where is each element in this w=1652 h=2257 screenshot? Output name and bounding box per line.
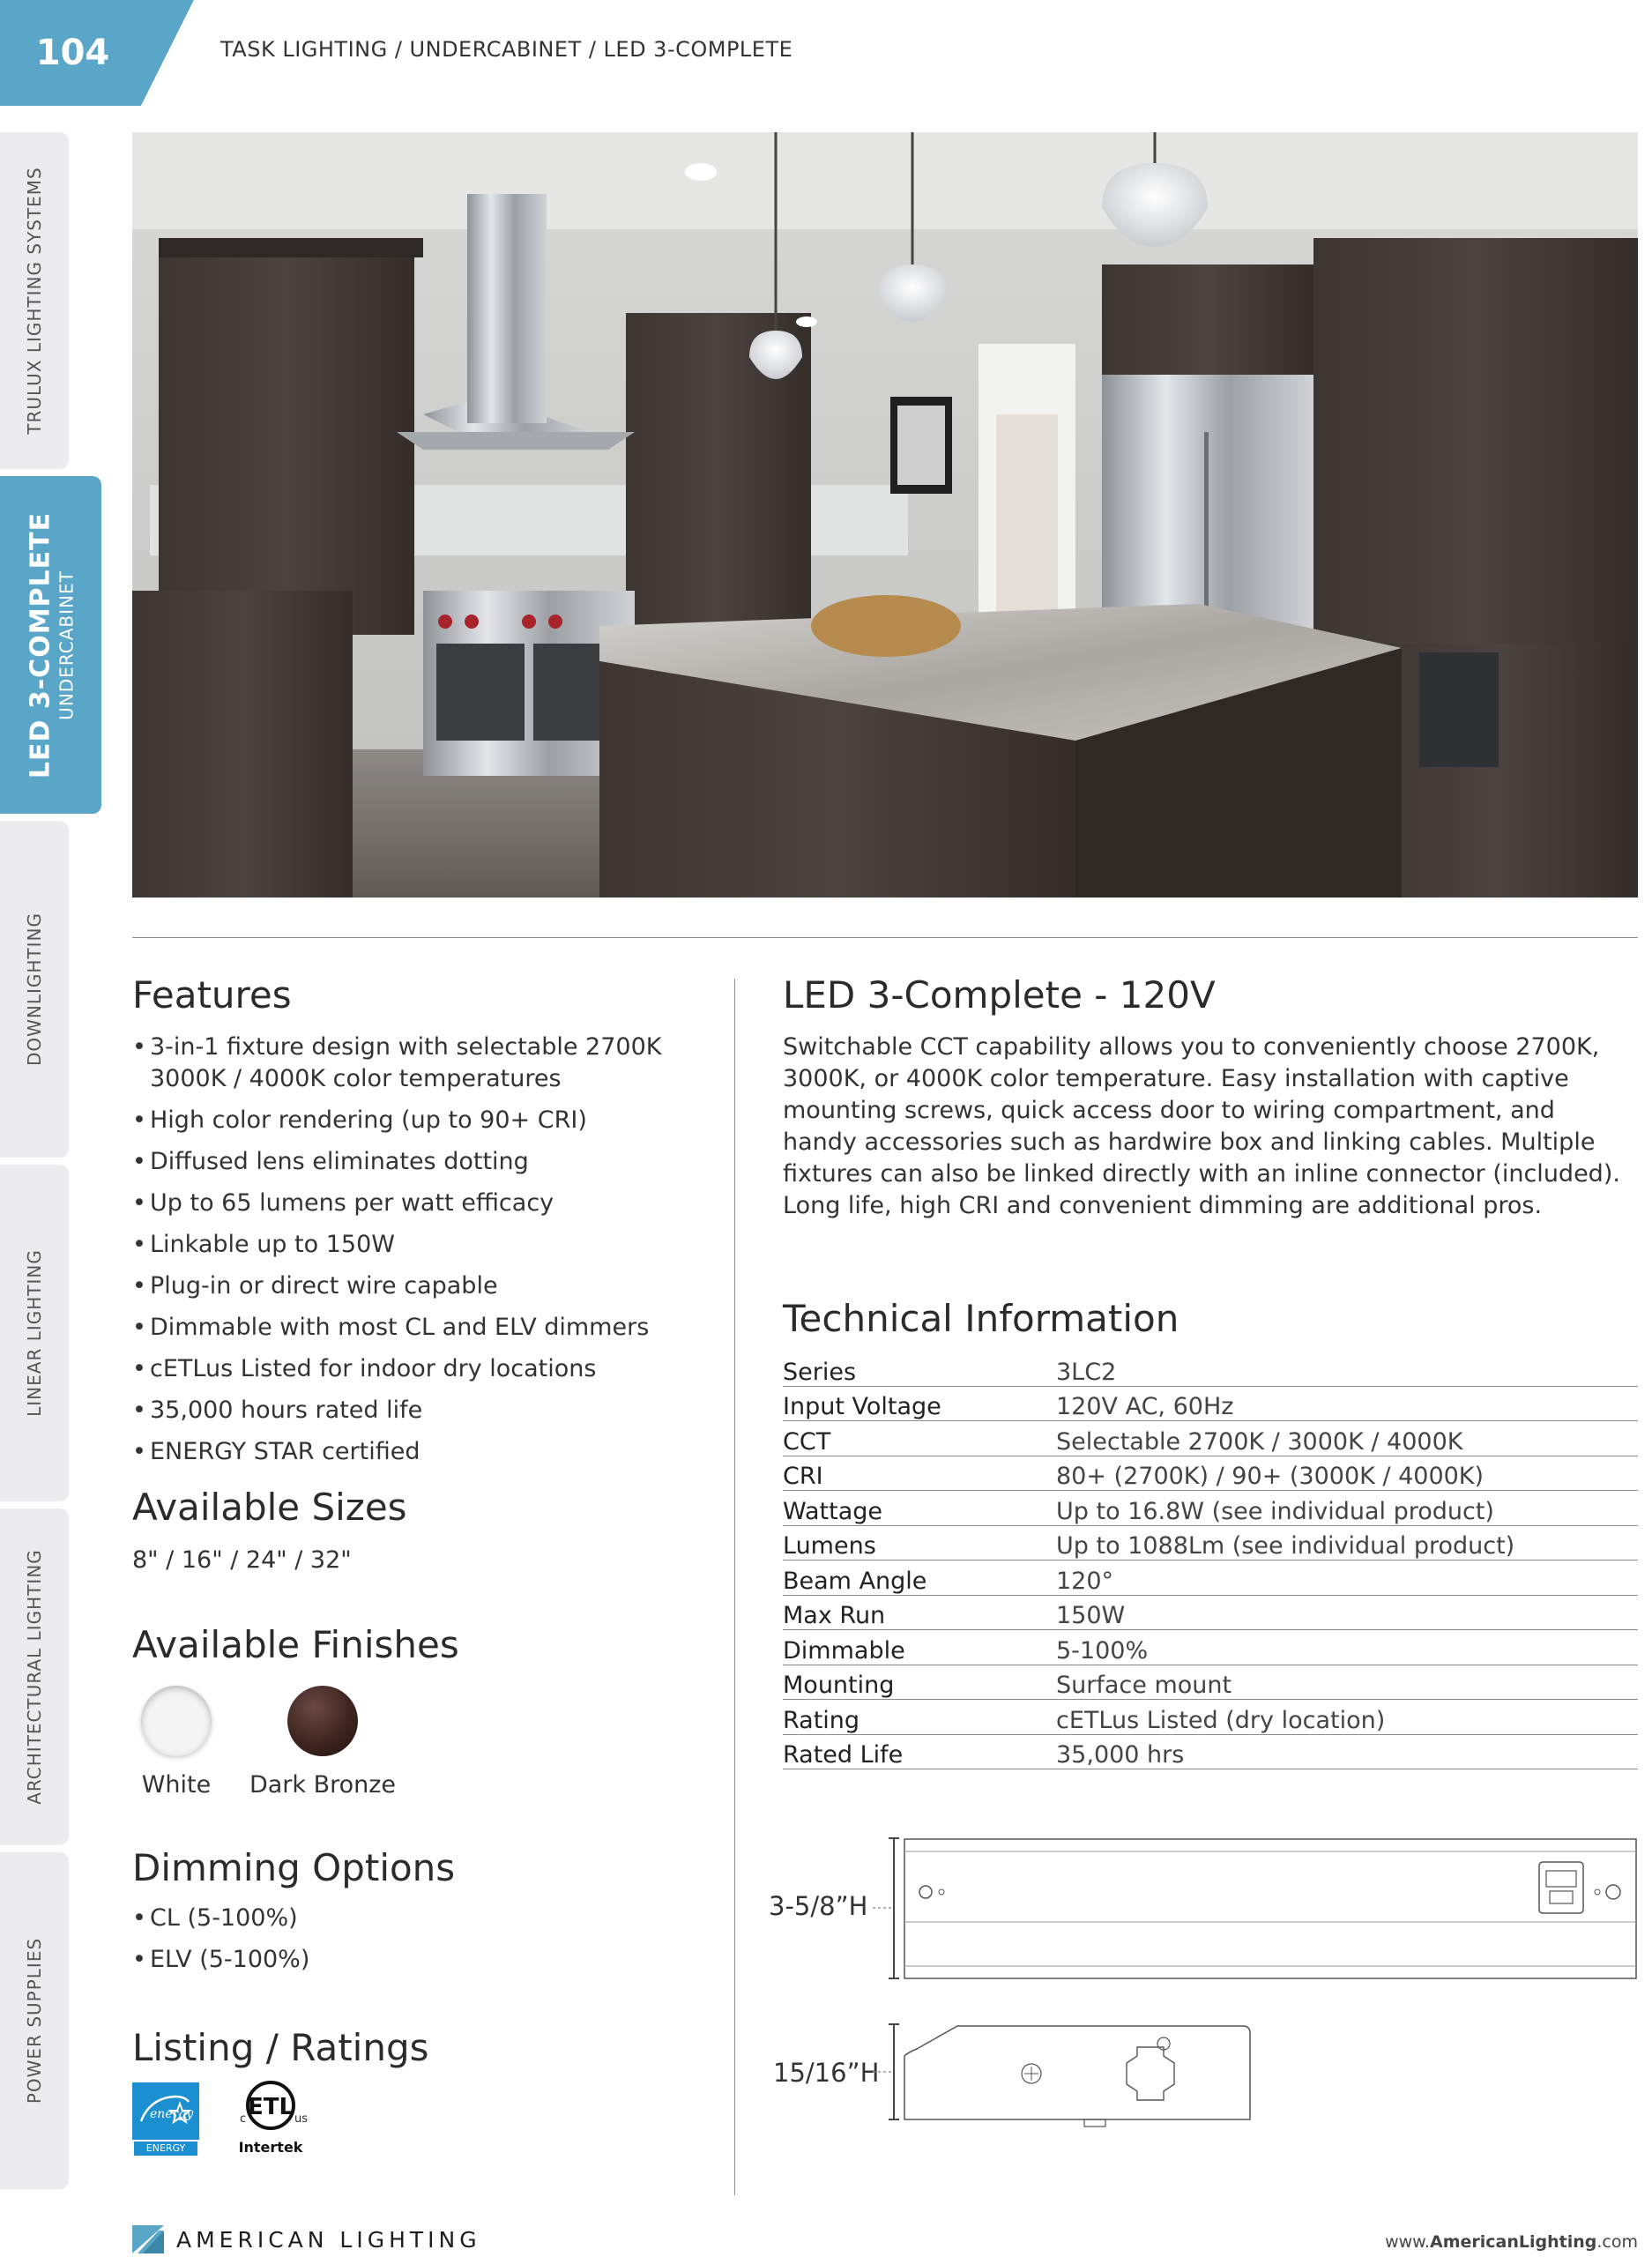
american-lighting-logo-icon [132, 2225, 164, 2253]
table-row [783, 1386, 1638, 1421]
spec-key: CCT [783, 1421, 1056, 1456]
list-item: • ELV (5-100%) [132, 1944, 696, 1976]
energy-star-logo [132, 2082, 199, 2168]
table-row [783, 1665, 1638, 1700]
kitchen-hero-image [132, 132, 1638, 898]
side-tab-label: LED 3-COMPLETE [25, 511, 56, 778]
spec-value: 5-100% [1056, 1630, 1638, 1665]
sizes-title: Available Sizes [132, 1486, 407, 1529]
side-tab-label-group [25, 511, 77, 778]
spec-key: Rating [783, 1700, 1056, 1735]
spec-key: Lumens [783, 1525, 1056, 1561]
fixture-front-drawing [873, 1834, 1638, 1984]
spec-key: Mounting [783, 1665, 1056, 1700]
side-tab-downlighting[interactable] [0, 821, 69, 1158]
svg-text:energy: energy [150, 2107, 194, 2121]
list-item: • Dimmable with most CL and ELV dimmers [132, 1312, 696, 1344]
spec-key: Input Voltage [783, 1386, 1056, 1421]
sizes-value: 8" / 16" / 24" / 32" [132, 1546, 352, 1574]
dimming-list [132, 1903, 696, 1985]
etl-us: us [294, 2112, 309, 2126]
table-row [783, 1561, 1638, 1596]
dimming-title: Dimming Options [132, 1846, 456, 1889]
list-item: • Plug-in or direct wire capable [132, 1270, 696, 1302]
features-title: Features [132, 973, 292, 1017]
spec-value: Surface mount [1056, 1665, 1638, 1700]
list-item: • 35,000 hours rated life [132, 1395, 696, 1426]
side-tab-label: ARCHITECTURAL LIGHTING [24, 1549, 45, 1805]
list-item: • Up to 65 lumens per watt efficacy [132, 1188, 696, 1219]
etl-listed-logo [231, 2077, 310, 2158]
spec-key: Dimmable [783, 1630, 1056, 1665]
tech-title: Technical Information [783, 1297, 1179, 1340]
table-row [783, 1421, 1638, 1456]
list-item: • High color rendering (up to 90+ CRI) [132, 1105, 696, 1136]
spec-key: Rated Life [783, 1734, 1056, 1769]
table-row [783, 1595, 1638, 1630]
side-height-label: 15/16”H [773, 2058, 880, 2088]
energy-star-icon [132, 2082, 199, 2135]
section-divider [132, 937, 1638, 938]
breadcrumb: TASK LIGHTING / UNDERCABINET / LED 3-COMPLETE [220, 37, 793, 62]
url-suffix: .com [1596, 2232, 1638, 2252]
table-row [783, 1630, 1638, 1665]
table-row [783, 1734, 1638, 1769]
list-item: • cETLus Listed for indoor dry locations [132, 1353, 696, 1385]
spec-value: 3LC2 [1056, 1352, 1638, 1386]
spec-value: 120V AC, 60Hz [1056, 1386, 1638, 1421]
side-tab-architectural-lighting[interactable] [0, 1508, 69, 1845]
list-item: • 3-in-1 fixture design with selectable 2700K 3000K / 4000K color temperatures [132, 1032, 696, 1095]
features-list [132, 1032, 696, 1478]
finish-label-dark-bronze: Dark Bronze [249, 1771, 397, 1799]
url-domain: AmericanLighting [1430, 2232, 1597, 2252]
table-row [783, 1456, 1638, 1491]
footer-brand: AMERICAN LIGHTING [176, 2227, 481, 2253]
side-tab-trulux[interactable] [0, 132, 69, 469]
url-prefix: www. [1385, 2232, 1431, 2252]
finish-swatch-dark-bronze[interactable] [287, 1686, 358, 1756]
side-tab-label: POWER SUPPLIES [24, 1937, 45, 2104]
list-item: • ENERGY STAR certified [132, 1436, 696, 1468]
spec-key: Series [783, 1352, 1056, 1386]
side-tab-label: DOWNLIGHTING [24, 912, 45, 1067]
product-title: LED 3-Complete - 120V [783, 973, 1216, 1017]
table-row [783, 1352, 1638, 1386]
finish-swatch-white[interactable] [141, 1686, 212, 1756]
column-divider [734, 979, 735, 2195]
page-number: 104 [35, 33, 110, 73]
side-tab-label: LINEAR LIGHTING [24, 1249, 45, 1417]
side-tab-linear-lighting[interactable] [0, 1165, 69, 1501]
spec-value: 35,000 hrs [1056, 1734, 1638, 1769]
etl-c: c [240, 2112, 247, 2126]
tech-table [783, 1352, 1638, 1769]
etl-icon [231, 2077, 310, 2139]
side-tab-sublabel: UNDERCABINET [56, 570, 77, 720]
front-height-label: 3-5/8”H [769, 1891, 868, 1921]
etl-brand: Intertek [238, 2139, 303, 2156]
side-tab-led-3-complete[interactable] [0, 476, 101, 814]
spec-value: Up to 1088Lm (see individual product) [1056, 1525, 1638, 1561]
spec-value: cETLus Listed (dry location) [1056, 1700, 1638, 1735]
footer-url[interactable] [1385, 2232, 1638, 2252]
fixture-side-drawing [873, 2021, 1254, 2135]
spec-value: Up to 16.8W (see individual product) [1056, 1491, 1638, 1526]
table-row [783, 1525, 1638, 1561]
listings-title: Listing / Ratings [132, 2026, 429, 2069]
finishes-title: Available Finishes [132, 1623, 459, 1666]
spec-value: 120° [1056, 1561, 1638, 1596]
spec-key: Beam Angle [783, 1561, 1056, 1596]
list-item: • CL (5-100%) [132, 1903, 696, 1934]
spec-value: Selectable 2700K / 3000K / 4000K [1056, 1421, 1638, 1456]
finish-label-white: White [141, 1771, 212, 1799]
spec-value: 80+ (2700K) / 90+ (3000K / 4000K) [1056, 1456, 1638, 1491]
spec-value: 150W [1056, 1595, 1638, 1630]
list-item: • Diffused lens eliminates dotting [132, 1146, 696, 1178]
table-row [783, 1491, 1638, 1526]
table-row [783, 1700, 1638, 1735]
side-tab-label: TRULUX LIGHTING SYSTEMS [24, 167, 45, 435]
svg-text:ETL: ETL [247, 2094, 294, 2120]
spec-key: CRI [783, 1456, 1056, 1491]
spec-key: Wattage [783, 1491, 1056, 1526]
side-tab-power-supplies[interactable] [0, 1852, 69, 2189]
list-item: • Linkable up to 150W [132, 1229, 696, 1261]
spec-key: Max Run [783, 1595, 1056, 1630]
energy-star-label: ENERGY STAR [134, 2142, 197, 2156]
product-description: Switchable CCT capability allows you to conveniently choose 2700K, 3000K, or 4000K color temperature. Easy installation with captive mounting screws, quick access door to wiring compartment, and handy accessories such as hardwire box and linking cables. Multiple fixtures can also be linked directly with an inline connector (included). Long life, high CRI and convenient dimming are additional pros. [783, 1033, 1620, 1219]
